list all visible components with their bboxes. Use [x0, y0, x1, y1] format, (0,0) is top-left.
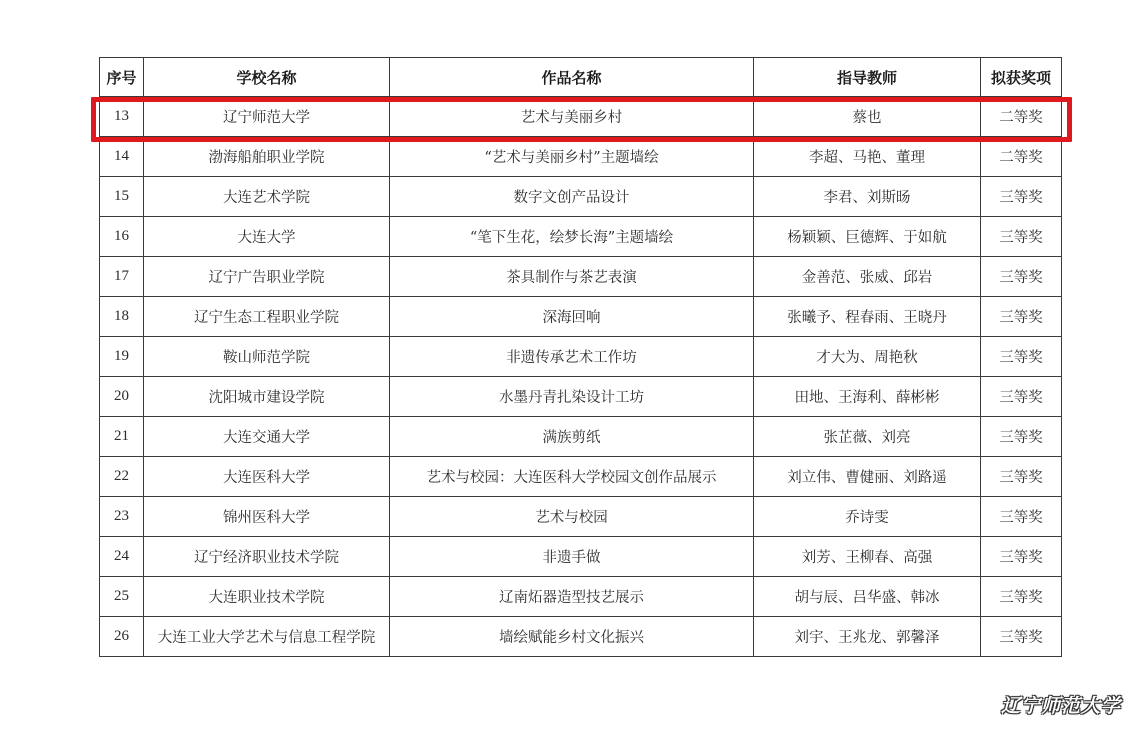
table-row [100, 497, 1062, 537]
cell-instructors: 金善范、张威、邱岩 [754, 257, 981, 297]
table-body [100, 97, 1062, 657]
cell-work-name: 茶具制作与茶艺表演 [390, 257, 754, 297]
cell-instructors: 刘芳、王柳春、高强 [754, 537, 981, 577]
cell-school-name: 辽宁经济职业技术学院 [144, 537, 390, 577]
cell-instructors: 乔诗雯 [754, 497, 981, 537]
cell-award: 三等奖 [981, 177, 1062, 217]
cell-serial-number: 21 [100, 417, 144, 457]
cell-serial-number: 17 [100, 257, 144, 297]
table-row [100, 217, 1062, 257]
cell-school-name: 鞍山师范学院 [144, 337, 390, 377]
cell-serial-number: 23 [100, 497, 144, 537]
cell-instructors: 胡与辰、吕华盛、韩冰 [754, 577, 981, 617]
cell-serial-number: 13 [100, 97, 144, 137]
cell-award: 三等奖 [981, 217, 1062, 257]
cell-award: 三等奖 [981, 577, 1062, 617]
cell-instructors: 田地、王海利、薛彬彬 [754, 377, 981, 417]
table-row [100, 257, 1062, 297]
cell-instructors: 刘宇、王兆龙、郭馨泽 [754, 617, 981, 657]
cell-instructors: 张芷薇、刘亮 [754, 417, 981, 457]
cell-school-name: 锦州医科大学 [144, 497, 390, 537]
cell-serial-number: 20 [100, 377, 144, 417]
cell-work-name: 墙绘赋能乡村文化振兴 [390, 617, 754, 657]
cell-award: 二等奖 [981, 97, 1062, 137]
cell-serial-number: 14 [100, 137, 144, 177]
cell-award: 三等奖 [981, 257, 1062, 297]
table-row [100, 577, 1062, 617]
cell-work-name: 非遗传承艺术工作坊 [390, 337, 754, 377]
cell-work-name: 辽南炻器造型技艺展示 [390, 577, 754, 617]
cell-work-name: 艺术与校园：大连医科大学校园文创作品展示 [390, 457, 754, 497]
cell-award: 三等奖 [981, 337, 1062, 377]
award-table-container [99, 57, 1061, 657]
cell-school-name: 大连大学 [144, 217, 390, 257]
cell-school-name: 大连交通大学 [144, 417, 390, 457]
cell-school-name: 辽宁师范大学 [144, 97, 390, 137]
header-serial-number: 序号 [100, 58, 144, 97]
cell-award: 三等奖 [981, 537, 1062, 577]
watermark-logo: 辽宁师范大学 [1000, 695, 1121, 717]
cell-award: 三等奖 [981, 457, 1062, 497]
cell-instructors: 蔡也 [754, 97, 981, 137]
table-row [100, 297, 1062, 337]
cell-school-name: 沈阳城市建设学院 [144, 377, 390, 417]
table-row [100, 137, 1062, 177]
cell-school-name: 大连艺术学院 [144, 177, 390, 217]
table-row [100, 337, 1062, 377]
cell-serial-number: 24 [100, 537, 144, 577]
cell-award: 三等奖 [981, 497, 1062, 537]
cell-serial-number: 19 [100, 337, 144, 377]
cell-work-name: 水墨丹青扎染设计工坊 [390, 377, 754, 417]
cell-school-name: 辽宁广告职业学院 [144, 257, 390, 297]
cell-school-name: 辽宁生态工程职业学院 [144, 297, 390, 337]
cell-instructors: 张曦予、程春雨、王晓丹 [754, 297, 981, 337]
header-school-name: 学校名称 [144, 58, 390, 97]
header-work-name: 作品名称 [390, 58, 754, 97]
cell-work-name: 艺术与美丽乡村 [390, 97, 754, 137]
cell-serial-number: 26 [100, 617, 144, 657]
cell-school-name: 大连工业大学艺术与信息工程学院 [144, 617, 390, 657]
cell-instructors: 李超、马艳、董理 [754, 137, 981, 177]
cell-serial-number: 25 [100, 577, 144, 617]
cell-award: 三等奖 [981, 417, 1062, 457]
table-row [100, 537, 1062, 577]
cell-school-name: 渤海船舶职业学院 [144, 137, 390, 177]
cell-award: 三等奖 [981, 377, 1062, 417]
cell-award: 三等奖 [981, 617, 1062, 657]
cell-work-name: “艺术与美丽乡村”主题墙绘 [390, 137, 754, 177]
cell-work-name: 数字文创产品设计 [390, 177, 754, 217]
cell-serial-number: 22 [100, 457, 144, 497]
cell-award: 三等奖 [981, 297, 1062, 337]
cell-award: 二等奖 [981, 137, 1062, 177]
cell-work-name: 非遗手做 [390, 537, 754, 577]
cell-work-name: “笔下生花，绘梦长海”主题墙绘 [390, 217, 754, 257]
header-award: 拟获奖项 [981, 58, 1062, 97]
table-header-row [100, 58, 1062, 97]
cell-school-name: 大连医科大学 [144, 457, 390, 497]
cell-serial-number: 16 [100, 217, 144, 257]
award-table [99, 57, 1062, 657]
cell-school-name: 大连职业技术学院 [144, 577, 390, 617]
table-row [100, 617, 1062, 657]
cell-serial-number: 18 [100, 297, 144, 337]
header-instructors: 指导教师 [754, 58, 981, 97]
cell-instructors: 杨颖颖、巨德辉、于如航 [754, 217, 981, 257]
table-row [100, 457, 1062, 497]
cell-instructors: 刘立伟、曹健丽、刘路遥 [754, 457, 981, 497]
table-row [100, 417, 1062, 457]
table-row [100, 177, 1062, 217]
cell-work-name: 深海回响 [390, 297, 754, 337]
cell-serial-number: 15 [100, 177, 144, 217]
cell-instructors: 才大为、周艳秋 [754, 337, 981, 377]
cell-work-name: 满族剪纸 [390, 417, 754, 457]
cell-instructors: 李君、刘斯旸 [754, 177, 981, 217]
cell-work-name: 艺术与校园 [390, 497, 754, 537]
table-row [100, 97, 1062, 137]
table-row [100, 377, 1062, 417]
